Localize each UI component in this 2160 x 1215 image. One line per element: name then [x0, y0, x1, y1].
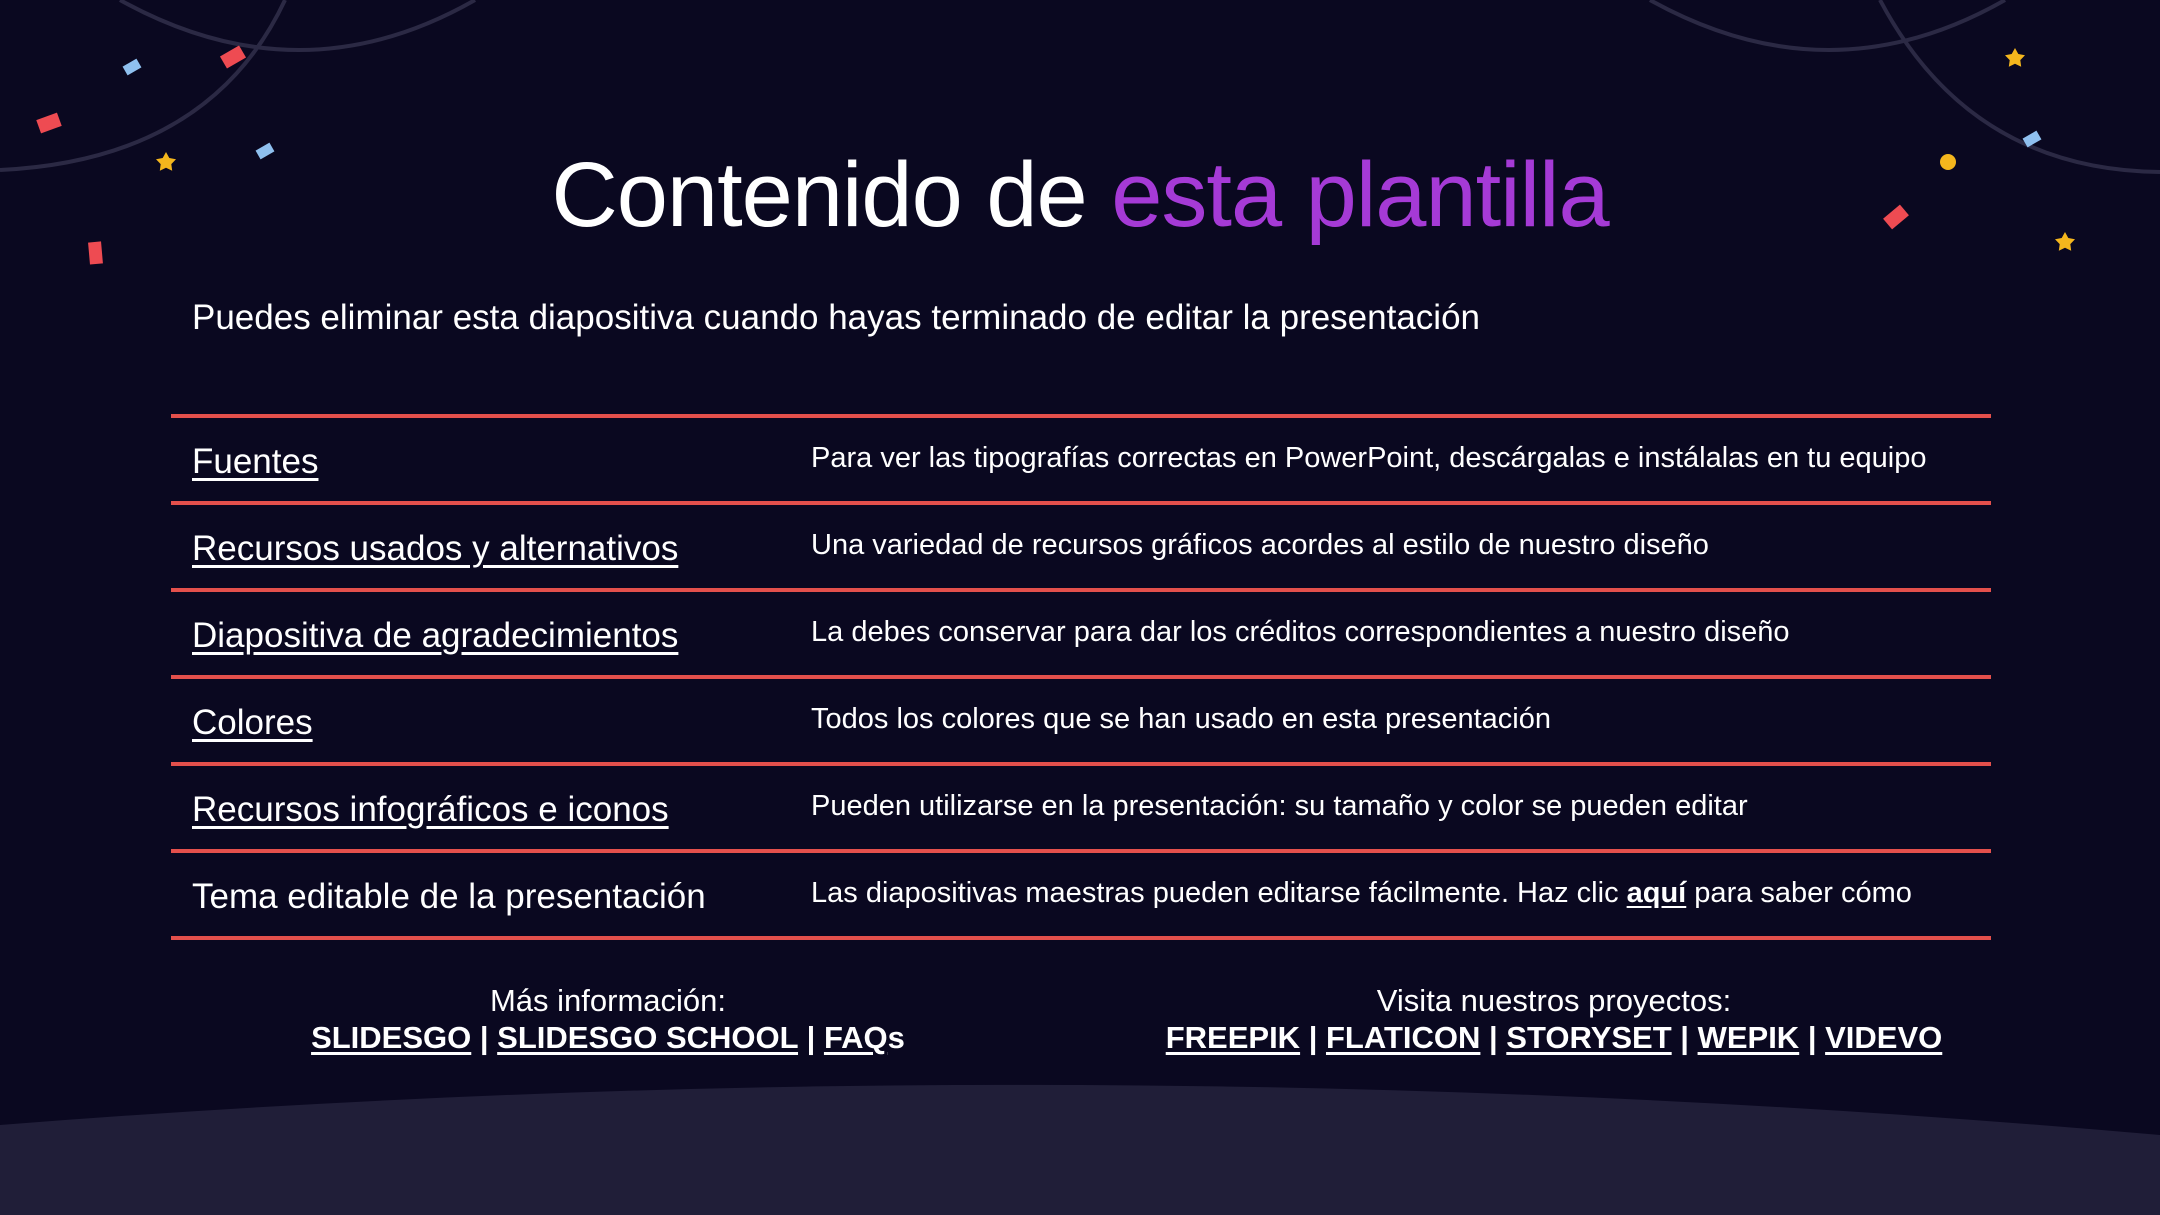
link-diapositiva-agradecimientos[interactable]: Diapositiva de agradecimientos — [192, 616, 679, 655]
title-main: Contenido de — [551, 144, 1112, 246]
footer-links — [1104, 1019, 2004, 1056]
row-description: La debes conservar para dar los créditos correspondientes a nuestro diseño — [811, 616, 1790, 648]
arc-top-left-2 — [120, 0, 475, 50]
link-slidesgo[interactable]: SLIDESGO — [311, 1020, 472, 1055]
confetti-blue — [123, 59, 142, 76]
separator: | — [1671, 1020, 1698, 1055]
footer-heading: Visita nuestros proyectos: — [1376, 983, 1732, 1018]
separator: | — [471, 1020, 498, 1055]
table-row — [171, 762, 1991, 849]
separator: | — [1480, 1020, 1507, 1055]
link-flaticon[interactable]: FLATICON — [1325, 1020, 1481, 1055]
row-description: Todos los colores que se han usado en esta presentación — [811, 703, 1551, 735]
link-faqs[interactable]: FAQ — [823, 1020, 888, 1055]
footer-links — [158, 1019, 1058, 1056]
page-title — [0, 140, 2160, 250]
table-row — [171, 588, 1991, 675]
footer-heading: Más información: — [489, 983, 727, 1018]
table-row — [171, 675, 1991, 762]
table-row — [171, 849, 1991, 940]
confetti-red — [36, 113, 61, 134]
table-row — [171, 414, 1991, 501]
description-text: para saber cómo — [1686, 877, 1912, 909]
faq-suffix: s — [887, 1020, 905, 1055]
arc-top-right-1 — [1650, 0, 2005, 50]
footer-more-info — [158, 982, 1058, 1056]
title-accent: esta plantilla — [1111, 144, 1609, 246]
content-table — [171, 414, 1991, 940]
link-freepik[interactable]: FREEPIK — [1165, 1020, 1301, 1055]
bottom-wave-band — [0, 1085, 2160, 1215]
link-slidesgo-school[interactable]: SLIDESGO SCHOOL — [497, 1020, 799, 1055]
row-description: Pueden utilizarse en la presentación: su tamaño y color se pueden editar — [811, 790, 1748, 822]
page-subtitle: Puedes eliminar esta diapositiva cuando hayas terminado de editar la presentación — [192, 298, 1481, 337]
row-description: Para ver las tipografías correctas en PowerPoint, descárgalas e instálalas en tu equipo — [811, 442, 1927, 474]
link-recursos-usados[interactable]: Recursos usados y alternativos — [192, 529, 679, 568]
link-fuentes[interactable]: Fuentes — [192, 442, 319, 481]
link-videvo[interactable]: VIDEVO — [1825, 1020, 1943, 1055]
separator: | — [798, 1020, 824, 1055]
row-description — [811, 875, 1912, 911]
row-label-tema-editable: Tema editable de la presentación — [192, 877, 706, 916]
row-description: Una variedad de recursos gráficos acordes al estilo de nuestro diseño — [811, 529, 1709, 561]
description-text: Las diapositivas maestras pueden editarse fácilmente. Haz clic — [811, 877, 1627, 909]
link-colores[interactable]: Colores — [192, 703, 313, 742]
link-recursos-infograficos[interactable]: Recursos infográficos e iconos — [192, 790, 669, 829]
separator: | — [1300, 1020, 1326, 1055]
star-icon — [2005, 48, 2025, 67]
link-storyset[interactable]: STORYSET — [1506, 1020, 1672, 1055]
separator: | — [1799, 1020, 1826, 1055]
link-wepik[interactable]: WEPIK — [1697, 1020, 1800, 1055]
link-aqui[interactable]: aquí — [1626, 877, 1687, 909]
table-row — [171, 501, 1991, 588]
footer-projects — [1104, 982, 2004, 1056]
